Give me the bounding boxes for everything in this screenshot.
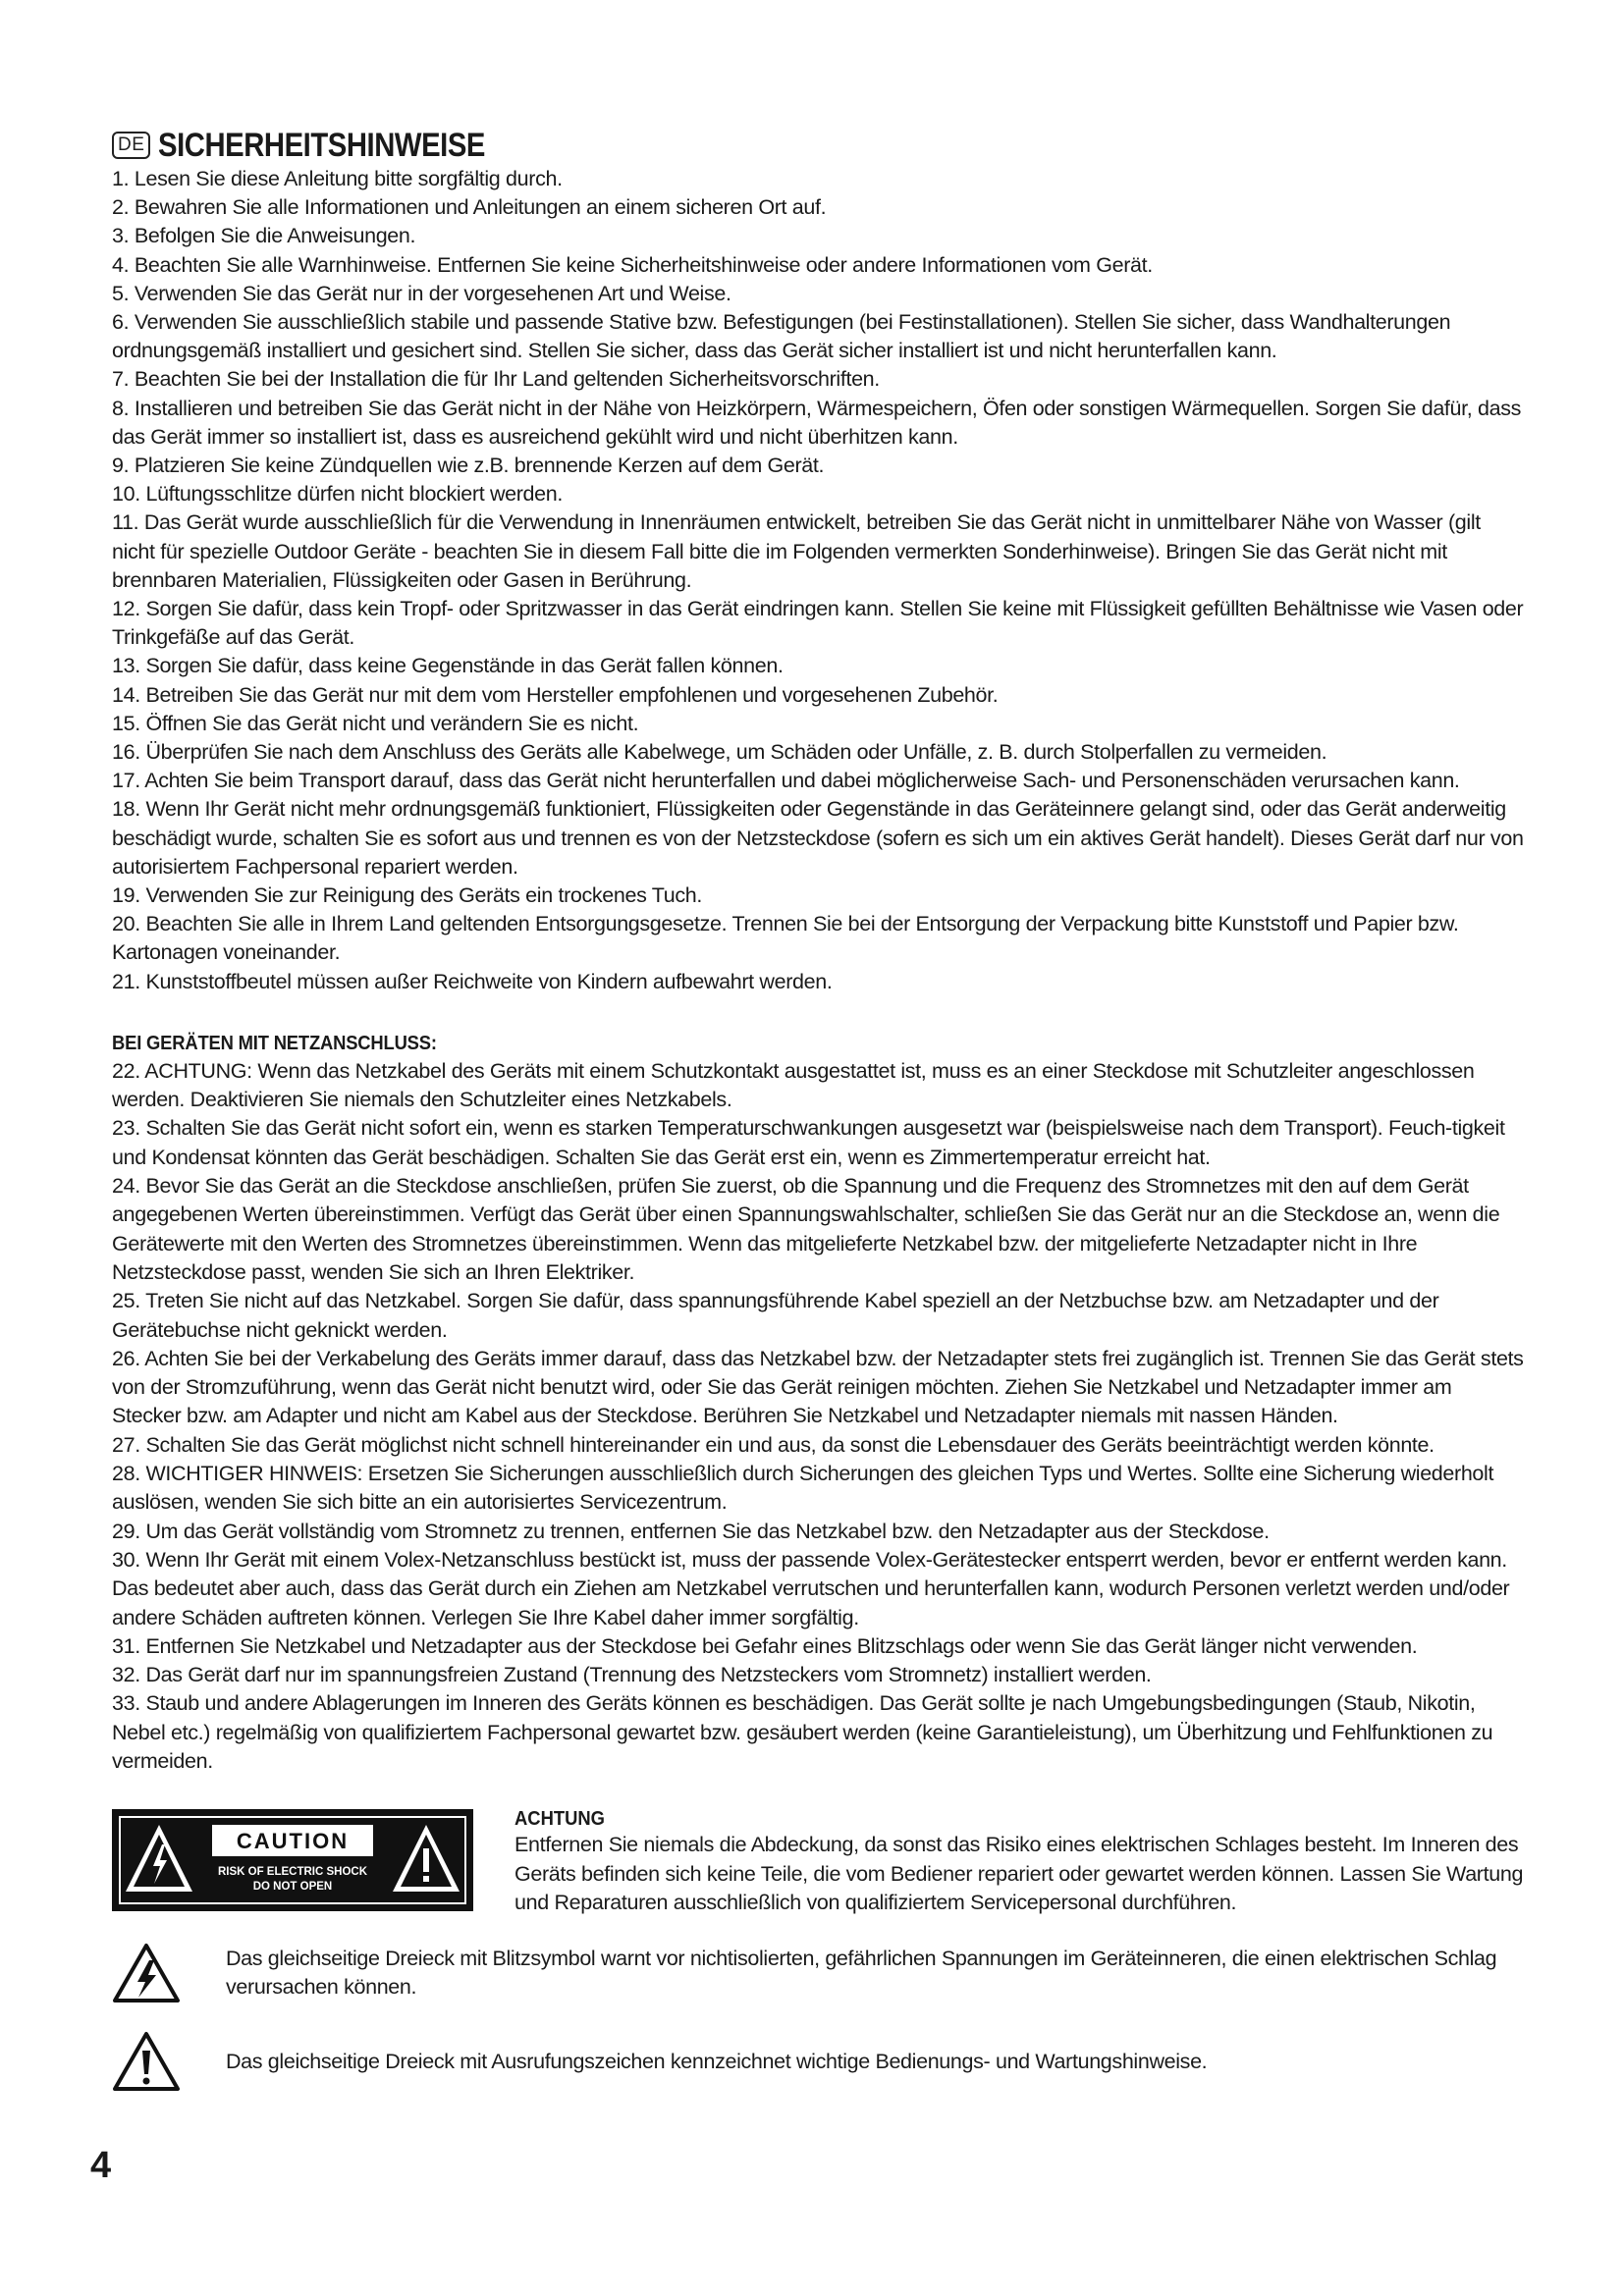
- exclamation-triangle-icon: [112, 2031, 181, 2092]
- achtung-body: Entfernen Sie niemals die Abdeckung, da sonst das Risiko eines elektrischen Schlages besteht. Im Inneren des Geräts befinden sich keine Teile, die vom Bediener repariert oder gewartet werden können. Lassen Sie Wartung und Reparaturen ausschließlich von qualifiziertem Servicepersonal durchführen.: [514, 1833, 1524, 1914]
- list-item: 19. Verwenden Sie zur Reinigung des Geräts ein trockenes Tuch.: [112, 883, 702, 908]
- list-item: 22. ACHTUNG: Wenn das Netzkabel des Geräts mit einem Schutzkontakt ausgestattet ist, muss es an einer Steckdose mit Schutzleiter angeschlossen werden. Deaktivieren Sie niemals den Schutzleiter eines Netzkabels.: [112, 1058, 1475, 1112]
- list-item: 10. Lüftungsschlitze dürfen nicht blockiert werden.: [112, 482, 564, 507]
- list-item: 33. Staub und andere Ablagerungen im Inneren des Geräts können es beschädigen. Das Gerät sollte je nach Umgebungsbedingungen (Staub, Nikotin, Nebel etc.) regelmäßig von qualifiziertem Fachpersonal gewartet bzw. gesäubert werden (keine Garantieleistung), um Überhitzung und Fehlfunktionen zu vermeiden.: [112, 1691, 1493, 1774]
- page-number: 4: [90, 2145, 112, 2186]
- list-item: 11. Das Gerät wurde ausschließlich für die Verwendung in Innenräumen entwickelt, betreiben Sie das Gerät nicht in unmittelbarer Nähe von Wasser (gilt nicht für spezielle Outdoor Geräte - beachten Sie in diesem Fall bitte die im Folgenden vermerkten Sonderhinweise). Bringen Sie das Gerät nicht mit brennbaren Materialien, Flüssigkeiten oder Gasen in Berührung.: [112, 510, 1481, 592]
- achtung-text: [514, 1807, 1526, 1917]
- list-item: 28. WICHTIGER HINWEIS: Ersetzen Sie Sicherungen ausschließlich durch Sicherungen des gleichen Typs und Wertes. Sollte eine Sicherung wiederholt auslösen, wenden Sie sich bitte an ein autorisiertes Servicezentrum.: [112, 1462, 1494, 1515]
- mains-section-heading: BEI GERÄTEN MIT NETZANSCHLUSS:: [112, 1032, 437, 1054]
- caution-label: [112, 1809, 473, 1911]
- list-item: 8. Installieren und betreiben Sie das Gerät nicht in der Nähe von Heizkörpern, Wärmespeichern, Öfen oder sonstigen Wärmequellen. Sorgen Sie dafür, dass das Gerät immer so installiert ist, dass es ausreichend gekühlt wird und nicht überhitzen kann.: [112, 396, 1522, 449]
- safety-page: [112, 126, 1526, 2092]
- caution-warning-block: [112, 1807, 1526, 1917]
- caution-line-2: DO NOT OPEN: [252, 1881, 333, 1894]
- list-item: 6. Verwenden Sie ausschließlich stabile und passende Stative bzw. Befestigungen (bei Festinstallationen). Stellen Sie sicher, dass Wandhalterungen ordnungsgemäß installiert und gesichert sind. Stellen Sie sicher, dass das Gerät sicher installiert ist und nicht herunterfallen kann.: [112, 310, 1451, 363]
- list-item: 29. Um das Gerät vollständig vom Stromnetz zu trennen, entfernen Sie das Netzkabel bzw. den Netzadapter aus der Steckdose.: [112, 1519, 1270, 1543]
- achtung-heading: ACHTUNG: [514, 1808, 605, 1831]
- language-badge: DE: [112, 132, 150, 159]
- list-item: 2. Bewahren Sie alle Informationen und Anleitungen an einem sicheren Ort auf.: [112, 195, 827, 220]
- list-item: 12. Sorgen Sie dafür, dass kein Tropf- oder Spritzwasser in das Gerät eindringen kann. Stellen Sie keine mit Flüssigkeit gefüllten Behältnisse wie Vasen oder Trinkgefäße auf das Gerät.: [112, 597, 1524, 650]
- caution-label-graphic: [114, 1811, 471, 1909]
- page-title: SICHERHEITSHINWEISE: [158, 126, 486, 164]
- list-item: 20. Beachten Sie alle in Ihrem Land geltenden Entsorgungsgesetze. Trennen Sie bei der Entsorgung der Verpackung bitte Kunststoff und Papier bzw. Kartonagen voneinander.: [112, 912, 1459, 965]
- list-item: 5. Verwenden Sie das Gerät nur in der vorgesehenen Art und Weise.: [112, 281, 731, 305]
- list-item: 17. Achten Sie beim Transport darauf, dass das Gerät nicht herunterfallen und dabei möglicherweise Sach- und Personenschäden verursachen kann.: [112, 769, 1460, 793]
- exclamation-symbol-text: Das gleichseitige Dreieck mit Ausrufungszeichen kennzeichnet wichtige Bedienungs- und Wartungshinweise.: [226, 2049, 1208, 2073]
- list-item: 15. Öffnen Sie das Gerät nicht und verändern Sie es nicht.: [112, 711, 639, 735]
- list-item: 27. Schalten Sie das Gerät möglichst nicht schnell hintereinander ein und aus, da sonst die Lebensdauer des Geräts beeinträchtigt werden könnte.: [112, 1432, 1435, 1457]
- list-item: 4. Beachten Sie alle Warnhinweise. Entfernen Sie keine Sicherheitshinweise oder andere Informationen vom Gerät.: [112, 252, 1153, 277]
- list-item: 1. Lesen Sie diese Anleitung bitte sorgfältig durch.: [112, 167, 563, 190]
- list-item: 32. Das Gerät darf nur im spannungsfreien Zustand (Trennung des Netzsteckers vom Stromnetz) installiert werden.: [112, 1663, 1152, 1687]
- list-item: 9. Platzieren Sie keine Zündquellen wie z.B. brennende Kerzen auf dem Gerät.: [112, 454, 825, 478]
- lightning-symbol-text: Das gleichseitige Dreieck mit Blitzsymbol warnt vor nichtisolierten, gefährlichen Spannungen im Geräteinneren, die einen elektrischen Schlag verursachen können.: [226, 1946, 1497, 2000]
- list-item: 26. Achten Sie bei der Verkabelung des Geräts immer darauf, dass das Netzkabel bzw. der Netzadapter stets frei zugänglich ist. Trennen Sie das Gerät stets von der Stromzuführung, wenn das Gerät nicht benutzt wird, oder Sie das Gerät reinigen möchten. Ziehen Sie Netzkabel und Netzadapter immer am Stecker bzw. am Adapter und nicht am Kabel aus der Steckdose. Berühren Sie Netzkabel und Netzadapter niemals mit nassen Händen.: [112, 1346, 1524, 1428]
- list-item: 14. Betreiben Sie das Gerät nur mit dem vom Hersteller empfohlenen und vorgesehenen Zubehör.: [112, 682, 999, 707]
- caution-title: CAUTION: [236, 1829, 350, 1854]
- list-item: 31. Entfernen Sie Netzkabel und Netzadapter aus der Steckdose bei Gefahr eines Blitzschlags oder wenn Sie das Gerät länger nicht verwenden.: [112, 1633, 1418, 1658]
- list-item: 25. Treten Sie nicht auf das Netzkabel. Sorgen Sie dafür, dass spannungsführende Kabel speziell an der Netzbuchse bzw. am Netzadapter und der Gerätebuchse nicht geknickt werden.: [112, 1289, 1439, 1342]
- mains-safety-list: [112, 1057, 1526, 1776]
- list-item: 24. Bevor Sie das Gerät an die Steckdose anschließen, prüfen Sie zuerst, ob die Spannung und die Frequenz des Stromnetzes mit den auf dem Gerät angegebenen Werten übereinstimmen. Verfügt das Gerät über einen Spannungswahlschalter, schließen Sie das Gerät nur an die Steckdose an, wenn die Gerätewerte mit den Werten des Stromnetzes übereinstimmen. Wenn das mitgelieferte Netzkabel bzw. der mitgelieferte Netzadapter nicht in Ihre Netzsteckdose passt, wenden Sie sich an Ihren Elektriker.: [112, 1174, 1500, 1284]
- list-item: 30. Wenn Ihr Gerät mit einem Volex-Netzanschluss bestückt ist, muss der passende Volex-Gerätestecker entsperrt werden, bevor er entfernt werden kann. Das bedeutet aber auch, dass das Gerät durch ein Ziehen am Netzkabel verrutschen und herunterfallen kann, wodurch Personen verletzt werden und/oder andere Schäden auftreten können. Verlegen Sie Ihre Kabel daher immer sorgfältig.: [112, 1547, 1510, 1629]
- list-item: 18. Wenn Ihr Gerät nicht mehr ordnungsgemäß funktioniert, Flüssigkeiten oder Gegenstände in das Geräteinnere gelangt sind, oder das Gerät anderweitig beschädigt wurde, schalten Sie es sofort aus und trennen es von der Netzsteckdose (sofern es sich um ein aktives Gerät handelt). Dieses Gerät darf nur von autorisiertem Fachpersonal repariert werden.: [112, 797, 1524, 879]
- general-safety-list: [112, 165, 1526, 996]
- list-item: 13. Sorgen Sie dafür, dass keine Gegenstände in das Gerät fallen können.: [112, 654, 784, 678]
- lightning-symbol-row: [112, 1943, 1526, 2003]
- list-item: 3. Befolgen Sie die Anweisungen.: [112, 224, 416, 248]
- list-item: 23. Schalten Sie das Gerät nicht sofort ein, wenn es starken Temperaturschwankungen ausgesetzt war (beispielsweise nach dem Transport). Feuch-tigkeit und Kondensat könnten das Gerät beschädigen. Schalten Sie das Gerät erst ein, wenn es Zimmertemperatur erreicht hat.: [112, 1116, 1505, 1169]
- lightning-triangle-icon: [112, 1943, 181, 2003]
- list-item: 7. Beachten Sie bei der Installation die für Ihr Land geltenden Sicherheitsvorschriften.: [112, 367, 880, 392]
- list-item: 21. Kunststoffbeutel müssen außer Reichweite von Kindern aufbewahrt werden.: [112, 969, 833, 993]
- caution-line-1: RISK OF ELECTRIC SHOCK: [217, 1866, 368, 1879]
- section-title-row: [112, 126, 1526, 165]
- exclamation-symbol-row: [112, 2031, 1526, 2092]
- list-item: 16. Überprüfen Sie nach dem Anschluss des Geräts alle Kabelwege, um Schäden oder Unfälle, z. B. durch Stolperfallen zu vermeiden.: [112, 740, 1327, 765]
